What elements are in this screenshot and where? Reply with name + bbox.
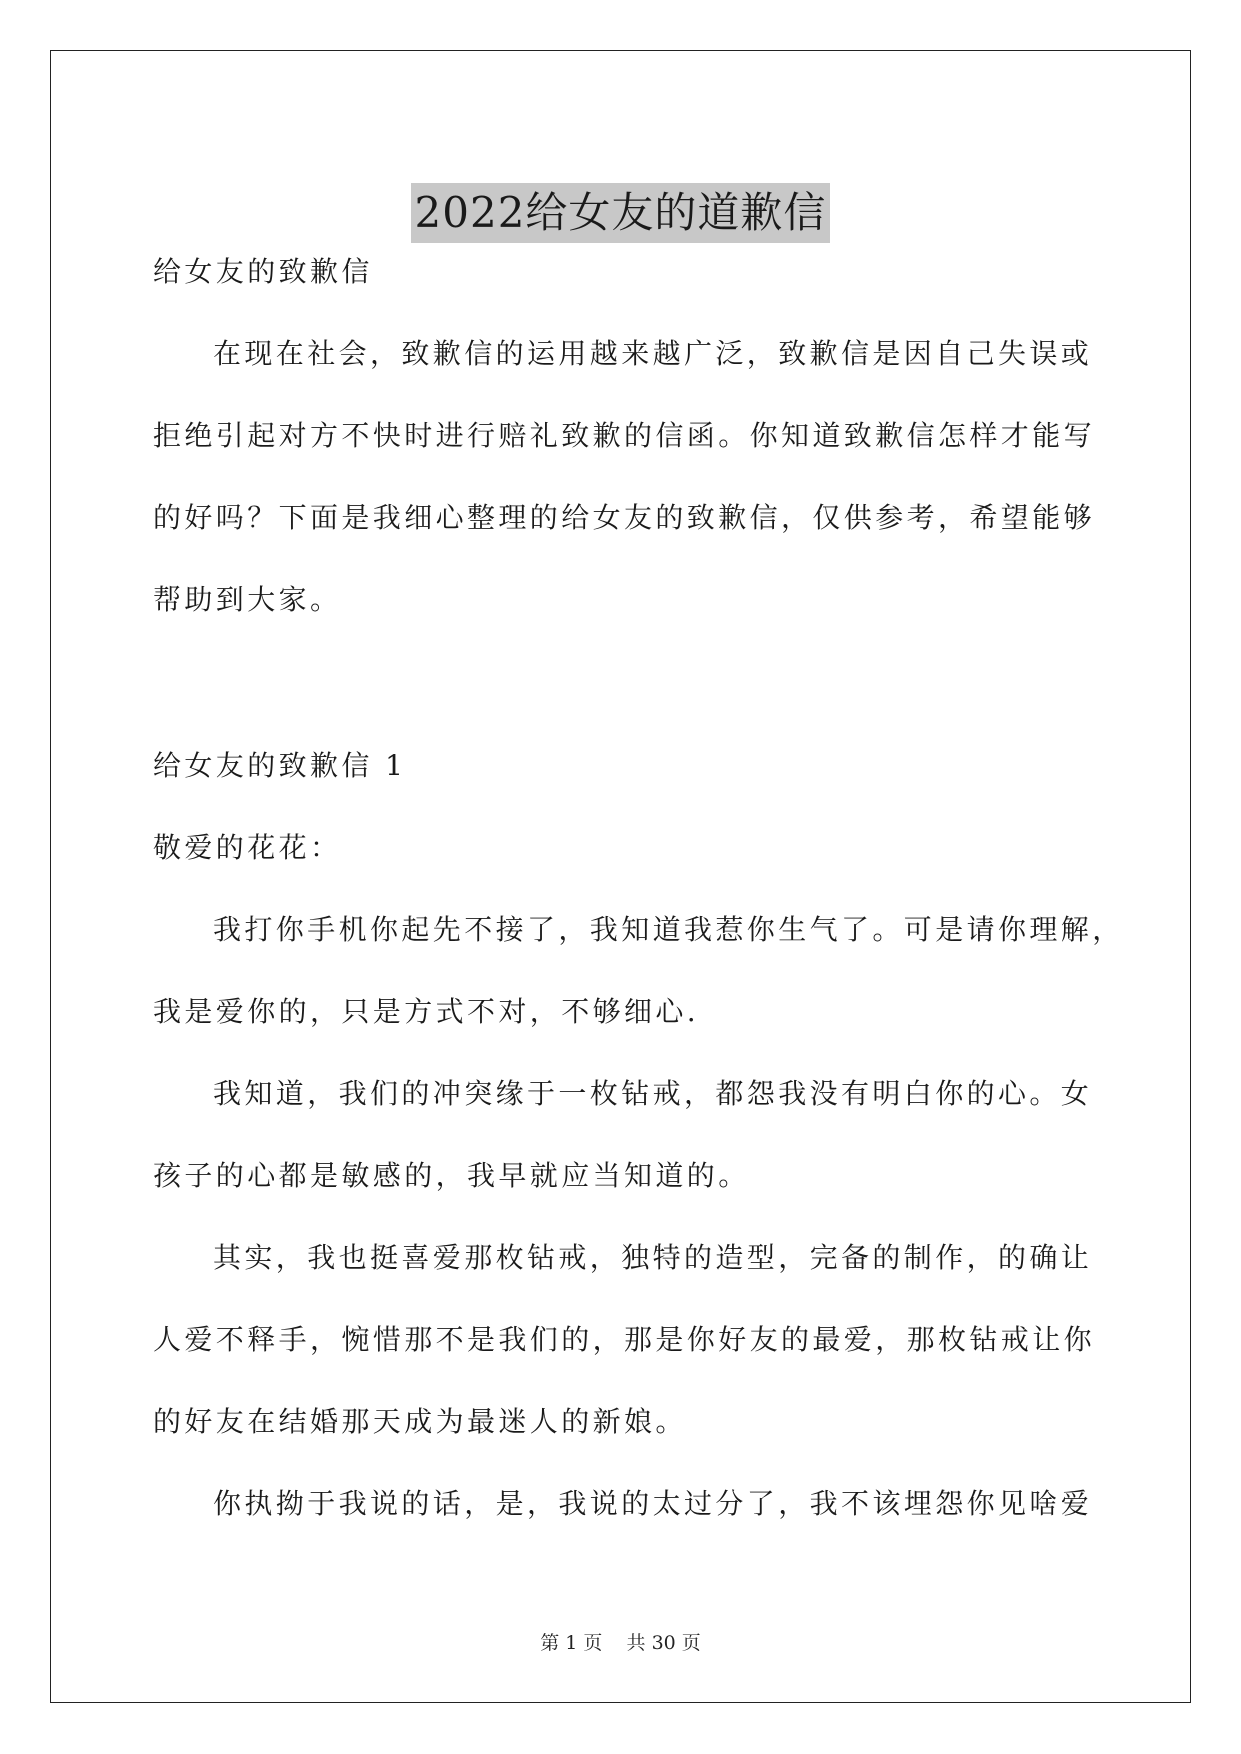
page-border <box>50 50 1191 1703</box>
paragraph-line: 在现在社会，致歉信的运用越来越广泛，致歉信是因自己失误或 <box>213 337 1093 370</box>
page-total: 共 30 页 <box>626 1632 701 1654</box>
page-number: 第 1 页 <box>540 1632 603 1654</box>
paragraph-line: 我知道，我们的冲突缘于一枚钻戒，都怨我没有明白你的心。女 <box>213 1077 1093 1110</box>
paragraph-line: 我打你手机你起先不接了，我知道我惹你生气了。可是请你理解， <box>213 913 1124 946</box>
paragraph-line: 拒绝引起对方不快时进行赔礼致歉的信函。你知道致歉信怎样才能写 <box>153 419 1096 452</box>
paragraph-line: 其实，我也挺喜爱那枚钻戒，独特的造型，完备的制作，的确让 <box>213 1241 1093 1274</box>
paragraph-line: 人爱不释手，惋惜那不是我们的，那是你好友的最爱，那枚钻戒让你 <box>153 1323 1096 1356</box>
document-title: 2022给女友的道歉信 <box>411 183 831 243</box>
salutation: 敬爱的花花： <box>153 831 342 864</box>
section-heading: 给女友的致歉信 <box>153 255 373 288</box>
paragraph-line: 孩子的心都是敏感的，我早就应当知道的。 <box>153 1159 750 1192</box>
paragraph-line: 你执拗于我说的话，是，我说的太过分了，我不该埋怨你见啥爱 <box>213 1487 1093 1520</box>
page-footer <box>0 1628 1241 1655</box>
paragraph-line: 我是爱你的，只是方式不对，不够细心. <box>153 995 700 1028</box>
paragraph-line: 的好吗？下面是我细心整理的给女友的致歉信，仅供参考，希望能够 <box>153 501 1096 534</box>
paragraph-line: 的好友在结婚那天成为最迷人的新娘。 <box>153 1405 687 1438</box>
section-heading: 给女友的致歉信 1 <box>153 749 407 782</box>
paragraph-line: 帮助到大家。 <box>153 583 342 616</box>
